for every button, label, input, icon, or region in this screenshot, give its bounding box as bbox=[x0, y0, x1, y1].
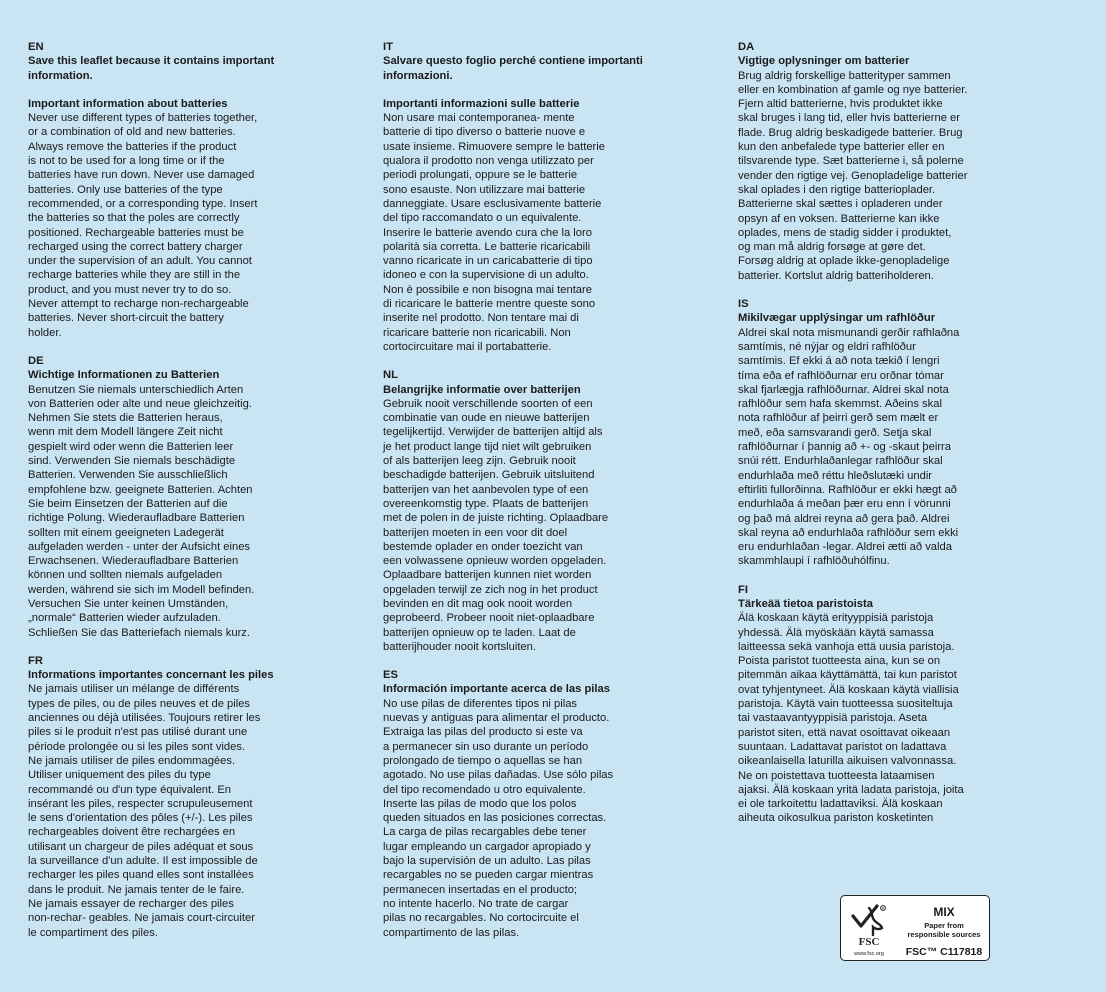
section-heading: Important information about batteries bbox=[28, 97, 228, 110]
text-line: met de polen in de juiste richting. Oplaadbare bbox=[383, 512, 609, 525]
text-line: permanecen insertadas en el producto; bbox=[383, 883, 578, 896]
text-line: agotado. No use pilas dañadas. Use sólo pilas bbox=[383, 769, 614, 782]
text-line: batteries have run down. Never use damaged bbox=[28, 169, 255, 182]
text-line: og man må aldrig forsøge at gøre det. bbox=[738, 241, 926, 254]
language-code: FI bbox=[738, 583, 748, 596]
text-line: batterijen opnieuw op te laden. Laat de bbox=[383, 626, 576, 639]
text-line: endurhlaða með réttu hleðslutæki undir bbox=[738, 469, 933, 482]
text-line: samtímis. Ef ekki á að nota tækið í lengri bbox=[738, 355, 940, 368]
text-line: No use pilas de diferentes tipos ni pilas bbox=[383, 697, 578, 710]
section-heading: Informations importantes concernant les piles bbox=[28, 669, 274, 682]
text-line: non-rechar- geables. Ne jamais court-circuiter bbox=[28, 912, 255, 925]
text-line: recharger les piles quand elles sont installées bbox=[28, 869, 254, 882]
text-line: recommandé ou d'un type équivalent. En bbox=[28, 783, 232, 796]
text-line: Ne jamais essayer de recharger des piles bbox=[28, 897, 234, 910]
text-line: kun den anbefalede type batterier eller en bbox=[738, 141, 945, 154]
text-line: bevinden en dit mag ook nooit worden bbox=[383, 597, 573, 610]
text-line: product, and you must never try to do so. bbox=[28, 283, 232, 296]
text-line: og það má aldrei reyna að gera það. Aldrei bbox=[738, 512, 950, 525]
section-heading: Salvare questo foglio perché contiene importanti informazioni. bbox=[383, 55, 643, 82]
text-line: polarità sia corretta. Le batterie ricaricabili bbox=[383, 240, 591, 253]
text-line: bajo la supervisión de un adulto. Las pilas bbox=[383, 855, 591, 868]
section-body bbox=[738, 326, 1008, 569]
fsc-paper-line: Paper from bbox=[924, 921, 964, 930]
section-body bbox=[383, 397, 653, 654]
section-en-intro bbox=[28, 40, 298, 83]
text-line: di ricaricare le batterie mentre queste sono bbox=[383, 298, 596, 311]
text-line: anciennes ou déjà utilisées. Toujours retirer les bbox=[28, 712, 261, 725]
text-line: samtímis, né nýjar og eldri rafhlöður bbox=[738, 340, 916, 353]
text-line: idoneo e con la supervisione di un adulto. bbox=[383, 269, 589, 282]
text-line: holder. bbox=[28, 326, 62, 339]
text-line: Älä koskaan käytä erityyppisiä paristoja bbox=[738, 612, 934, 625]
language-code: IS bbox=[738, 298, 749, 311]
text-line: vender den rigtige vej. Genopladelige batterier bbox=[738, 169, 968, 182]
fsc-paper-line: responsible sources bbox=[907, 929, 981, 939]
text-line: von Batterien oder alte und neue gleichzeitig. bbox=[28, 397, 252, 410]
text-line: combinatie van oude en nieuwe batterijen bbox=[383, 412, 590, 425]
text-line: oplades, mens de stadig sidder i produktet, bbox=[738, 226, 952, 239]
text-line: Brug aldrig forskellige batterityper sammen bbox=[738, 69, 951, 82]
text-line: Ne on poistettava tuotteesta lataamisen bbox=[738, 769, 935, 782]
text-line: Always remove the batteries if the product bbox=[28, 140, 237, 153]
text-line: Never attempt to recharge non-rechargeable bbox=[28, 298, 249, 311]
text-line: batterijen van het aanbevolen type of een bbox=[383, 483, 589, 496]
text-line: bestemde oplader en onder toezicht van bbox=[383, 540, 583, 553]
text-line: pilas no recargables. No cortocircuite el bbox=[383, 912, 579, 925]
section-heading: Importanti informazioni sulle batterie bbox=[383, 97, 580, 110]
section-heading: Mikilvægar upplýsingar um rafhlöður bbox=[738, 312, 936, 325]
text-line: a permanecer sin uso durante un período bbox=[383, 740, 589, 753]
section-body bbox=[28, 383, 298, 640]
text-line: snúi rétt. Endurhlaðanlegar rafhlöður skal bbox=[738, 455, 943, 468]
language-code: NL bbox=[383, 369, 398, 382]
text-line: wenn mit dem Modell längere Zeit nicht bbox=[28, 426, 223, 439]
language-code: DA bbox=[738, 41, 755, 53]
text-line: oikeanlaisella laturilla aikuisen valvonnassa. bbox=[738, 755, 957, 768]
section-is bbox=[738, 297, 1008, 569]
text-line: inserite nel prodotto. Non tentare mai di bbox=[383, 312, 579, 325]
text-line: tegelijkertijd. Verwijder de batterijen altijd als bbox=[383, 426, 603, 439]
text-line: batteries. Only use batteries of the type bbox=[28, 183, 223, 196]
fsc-mix: MIX bbox=[933, 905, 955, 919]
text-line: skal bruges i lang tid, eller hvis batterierne er bbox=[738, 112, 960, 125]
text-line: prolongado de tiempo o aquellas se han bbox=[383, 754, 583, 767]
text-line: een volwassene opnieuw worden opgeladen. bbox=[383, 555, 607, 568]
language-code: DE bbox=[28, 354, 44, 367]
section-fr bbox=[28, 654, 298, 940]
text-line: Non è possibile e non bisogna mai tentare bbox=[383, 283, 592, 296]
text-line: nota rafhlöður af þeirri gerð sem mælt er bbox=[738, 412, 939, 425]
text-line: positioned. Rechargeable batteries must be bbox=[28, 226, 244, 239]
text-line: lugar empleando un cargador apropiado y bbox=[383, 840, 591, 853]
section-it bbox=[383, 97, 653, 354]
text-line: batteries. Never short-circuit the battery bbox=[28, 312, 224, 325]
text-line: yhdessä. Älä myöskään käytä samassa bbox=[738, 626, 934, 639]
text-line: del tipo raccomandato o un equivalente. bbox=[383, 212, 582, 225]
text-line: cortocircuitare mai il portabatterie. bbox=[383, 340, 552, 353]
text-line: endurhlaða á meðan þær eru enn í vörunni bbox=[738, 498, 951, 511]
text-line: Utiliser uniquement des piles du type bbox=[28, 769, 211, 782]
text-line: Schließen Sie das Batteriefach niemals kurz. bbox=[28, 626, 250, 639]
section-en bbox=[28, 97, 298, 340]
fsc-logo-text: FSC bbox=[858, 936, 880, 948]
section-body bbox=[383, 697, 653, 940]
section-nl bbox=[383, 368, 653, 654]
text-line: werden, während sie sich im Modell befinden. bbox=[28, 583, 255, 596]
text-line: Gebruik nooit verschillende soorten of een bbox=[383, 397, 593, 410]
text-line: la surveillance d'un adulte. Il est impossible de bbox=[28, 855, 258, 868]
text-line: tilsvarende type. Sæt batterierne i, så polerne bbox=[738, 155, 964, 168]
text-line: aiheuta oikosulkua pariston kosketinten bbox=[738, 812, 934, 825]
text-line: Inserire le batterie avendo cura che la loro bbox=[383, 226, 592, 239]
text-line: piles si le produit n'est pas utilisé durant une bbox=[28, 726, 248, 739]
text-line: sono esauste. Non utilizzare mai batterie bbox=[383, 183, 586, 196]
text-line: skammhlaupi í rafhlöðuhólfinu. bbox=[738, 555, 890, 568]
text-line: no intente hacerlo. No trate de cargar bbox=[383, 897, 569, 910]
text-line: paristot siten, että navat osoittavat oikeaan bbox=[738, 726, 951, 739]
text-line: sind. Verwenden Sie niemals beschädigte bbox=[28, 455, 236, 468]
text-line: insérant les piles, respecter scrupuleusement bbox=[28, 797, 253, 810]
section-it-intro bbox=[383, 40, 653, 83]
text-line: Erwachsenen. Wiederaufladbare Batterien bbox=[28, 555, 239, 568]
text-line: können und sollten niemals aufgeladen bbox=[28, 569, 223, 582]
text-line: Sie beim Einsetzen der Batterien auf die bbox=[28, 497, 228, 510]
text-line: ricaricare batterie non ricaricabili. Non bbox=[383, 326, 571, 339]
text-line: the batteries so that the poles are correctly bbox=[28, 212, 240, 225]
text-line: Extraiga las pilas del producto si este va bbox=[383, 726, 583, 739]
text-line: of als batterijen leeg zijn. Gebruik nooit bbox=[383, 455, 576, 468]
section-es bbox=[383, 668, 653, 940]
svg-text:R: R bbox=[881, 906, 885, 911]
text-line: Inserte las pilas de modo que los polos bbox=[383, 797, 577, 810]
column-middle bbox=[383, 40, 653, 954]
text-line: pitemmän aikaa käyttämättä, tai kun paristot bbox=[738, 669, 957, 682]
text-line: empfohlene bzw. geeignete Batterien. Achten bbox=[28, 483, 253, 496]
text-line: utilisant un chargeur de piles adéquat et sous bbox=[28, 840, 254, 853]
text-line: opsyn af en voksen. Batterierne kan ikke bbox=[738, 212, 940, 225]
text-line: eru endurhlaðan -legar. Aldrei ætti að valda bbox=[738, 541, 952, 554]
text-line: tai vastaavantyyppisiä paristoja. Aseta bbox=[738, 712, 928, 725]
text-line: La carga de pilas recargables debe tener bbox=[383, 826, 587, 839]
text-line: batterijhouder nooit kortsluiten. bbox=[383, 640, 536, 653]
language-code: ES bbox=[383, 669, 398, 682]
text-line: opgeladen terwijl ze zich nog in het product bbox=[383, 583, 598, 596]
section-heading: Save this leaflet because it contains important information. bbox=[28, 55, 275, 82]
text-line: danneggiate. Usare esclusivamente batterie bbox=[383, 197, 602, 210]
section-body bbox=[28, 682, 298, 939]
section-body bbox=[28, 111, 298, 340]
column-left bbox=[28, 40, 298, 954]
text-line: periodi prolungati, oppure se le batterie bbox=[383, 169, 578, 182]
text-line: beschadigde batterijen. Gebruik uitsluitend bbox=[383, 469, 595, 482]
text-line: compartimento de las pilas. bbox=[383, 926, 520, 939]
text-line: is not to be used for a long time or if the bbox=[28, 155, 225, 168]
text-line: paristoja. Käytä vain tuotteessa suositeltuja bbox=[738, 698, 953, 711]
text-line: ajaksi. Älä koskaan yritä ladata paristoja, joita bbox=[738, 783, 964, 796]
text-line: période prolongée ou si les piles sont vides. bbox=[28, 740, 246, 753]
text-line: „normale“ Batterien wieder aufzuladen. bbox=[28, 612, 221, 625]
text-line: rafhlöðurnar í þannig að +- og -skaut þeirra bbox=[738, 441, 951, 454]
section-de bbox=[28, 354, 298, 640]
fsc-paper-source bbox=[901, 922, 987, 939]
text-line: qualora il prodotto non venga utilizzato per bbox=[383, 155, 594, 168]
text-line: overeenkomstig type. Plaats de batterijen bbox=[383, 497, 589, 510]
section-heading: Información importante acerca de las pilas bbox=[383, 683, 610, 696]
text-line: gespielt wird oder wenn die Batterien leer bbox=[28, 440, 234, 453]
text-line: ovat tyhjentyneet. Älä koskaan käytä viallisia bbox=[738, 683, 959, 696]
fsc-label bbox=[840, 895, 990, 961]
text-line: je het product lange tijd niet wilt gebruiken bbox=[383, 440, 592, 453]
text-line: ei ole tarkoitettu ladattaviksi. Älä koskaan bbox=[738, 798, 943, 811]
section-fi bbox=[738, 583, 1008, 826]
text-line: recargables no se pueden cargar mientras bbox=[383, 869, 594, 882]
text-line: batterie di tipo diverso o batterie nuove e bbox=[383, 126, 586, 139]
text-line: Fjern altid batterierne, hvis produktet ikke bbox=[738, 98, 943, 111]
text-line: rechargeables doivent être rechargées en bbox=[28, 826, 236, 839]
language-code: EN bbox=[28, 41, 44, 53]
text-line: Batterierne skal sættes i opladeren under bbox=[738, 198, 943, 211]
text-line: laitteessa sekä vanhoja että uusia paristoja. bbox=[738, 640, 955, 653]
text-line: queden situados en las posiciones correctas. bbox=[383, 812, 607, 825]
text-line: sollten mit einem geeigneten Ladegerät bbox=[28, 526, 224, 539]
text-line: Nehmen Sie stets die Batterien heraus, bbox=[28, 412, 223, 425]
text-line: flade. Brug aldrig beskadigede batterier. Brug bbox=[738, 126, 963, 139]
text-line: Never use different types of batteries together, bbox=[28, 112, 258, 125]
text-line: vanno ricaricate in un caricabatterie di tipo bbox=[383, 255, 593, 268]
text-line: geprobeerd. Probeer nooit niet-oplaadbare bbox=[383, 612, 595, 625]
section-body bbox=[738, 611, 1008, 825]
language-code: FR bbox=[28, 654, 43, 667]
fsc-tree-checkmark-icon bbox=[847, 900, 891, 950]
text-line: skal fjarlægja rafhlöðurnar. Aldrei skal nota bbox=[738, 383, 949, 396]
fsc-license-code: FSC™ C117818 bbox=[905, 946, 983, 958]
text-line: le sens d'orientation des pôles (+/-). Les piles bbox=[28, 812, 253, 825]
text-line: richtige Polung. Wiederaufladbare Batterien bbox=[28, 512, 245, 525]
text-line: recommended, or a corresponding type. Insert bbox=[28, 197, 258, 210]
section-heading: Belangrijke informatie over batterijen bbox=[383, 383, 581, 396]
fsc-url: www.fsc.org bbox=[854, 951, 884, 957]
text-line: suuntaan. Ladattavat paristot on ladattava bbox=[738, 740, 947, 753]
text-line: Forsøg aldrig at oplade ikke-genopladelige bbox=[738, 255, 950, 268]
text-line: tíma eða ef rafhlöðurnar eru orðnar tómar bbox=[738, 369, 944, 382]
text-line: aufgeladen werden - unter der Aufsicht eines bbox=[28, 540, 251, 553]
text-line: Batterien. Verwenden Sie ausschließlich bbox=[28, 469, 228, 482]
text-line: Versuchen Sie unter keinen Umständen, bbox=[28, 597, 229, 610]
text-line: eller en kombination af gamle og nye batterier. bbox=[738, 83, 968, 96]
text-line: recharge batteries while they are still in the bbox=[28, 269, 241, 282]
text-line: usate insieme. Rimuovere sempre le batterie bbox=[383, 140, 605, 153]
section-heading: Tärkeää tietoa paristoista bbox=[738, 597, 873, 610]
text-line: Poista paristot tuotteesta aina, kun se on bbox=[738, 655, 941, 668]
text-line: types de piles, ou de piles neuves et de piles bbox=[28, 697, 251, 710]
section-body bbox=[738, 69, 1008, 283]
section-da bbox=[738, 40, 1008, 283]
section-body bbox=[383, 111, 653, 354]
text-line: or a combination of old and new batteries. bbox=[28, 126, 236, 139]
text-line: nuevas y antiguas para alimentar el producto. bbox=[383, 712, 610, 725]
text-line: batterier. Kortslut aldrig batteriholderen. bbox=[738, 269, 934, 282]
text-line: eftirliti fullorðinna. Rafhlöður er ekki hægt að bbox=[738, 483, 957, 496]
text-line: batterijen moeten in een voor dit doel bbox=[383, 526, 568, 539]
text-line: Oplaadbare batterijen kunnen niet worden bbox=[383, 569, 592, 582]
text-line: Aldrei skal nota mismunandi gerðir rafhlaðna bbox=[738, 326, 960, 339]
section-heading: Wichtige Informationen zu Batterien bbox=[28, 369, 220, 382]
text-line: recharged using the correct battery charger bbox=[28, 240, 243, 253]
text-line: rafhlöður sem hafa skemmst. Aðeins skal bbox=[738, 398, 942, 411]
text-line: skal reyna að endurhlaða rafhlöður sem ekki bbox=[738, 526, 959, 539]
language-code: IT bbox=[383, 41, 393, 53]
text-line: Non usare mai contemporanea- mente bbox=[383, 112, 575, 125]
text-line: skal oplades i den rigtige batterioplader. bbox=[738, 183, 936, 196]
text-line: del tipo recomendado u otro equivalente. bbox=[383, 783, 586, 796]
text-line: Ne jamais utiliser de piles endommagées. bbox=[28, 754, 236, 767]
text-line: Ne jamais utiliser un mélange de différents bbox=[28, 683, 240, 696]
text-line: under the supervision of an adult. You cannot bbox=[28, 255, 252, 268]
text-line: le compartiment des piles. bbox=[28, 926, 158, 939]
column-right bbox=[738, 40, 1008, 840]
text-line: með, eða samsvarandi gerð. Setja skal bbox=[738, 426, 932, 439]
text-line: Benutzen Sie niemals unterschiedlich Arten bbox=[28, 383, 244, 396]
section-heading: Vigtige oplysninger om batterier bbox=[738, 55, 910, 68]
text-line: dans le produit. Ne jamais tenter de le faire. bbox=[28, 883, 245, 896]
